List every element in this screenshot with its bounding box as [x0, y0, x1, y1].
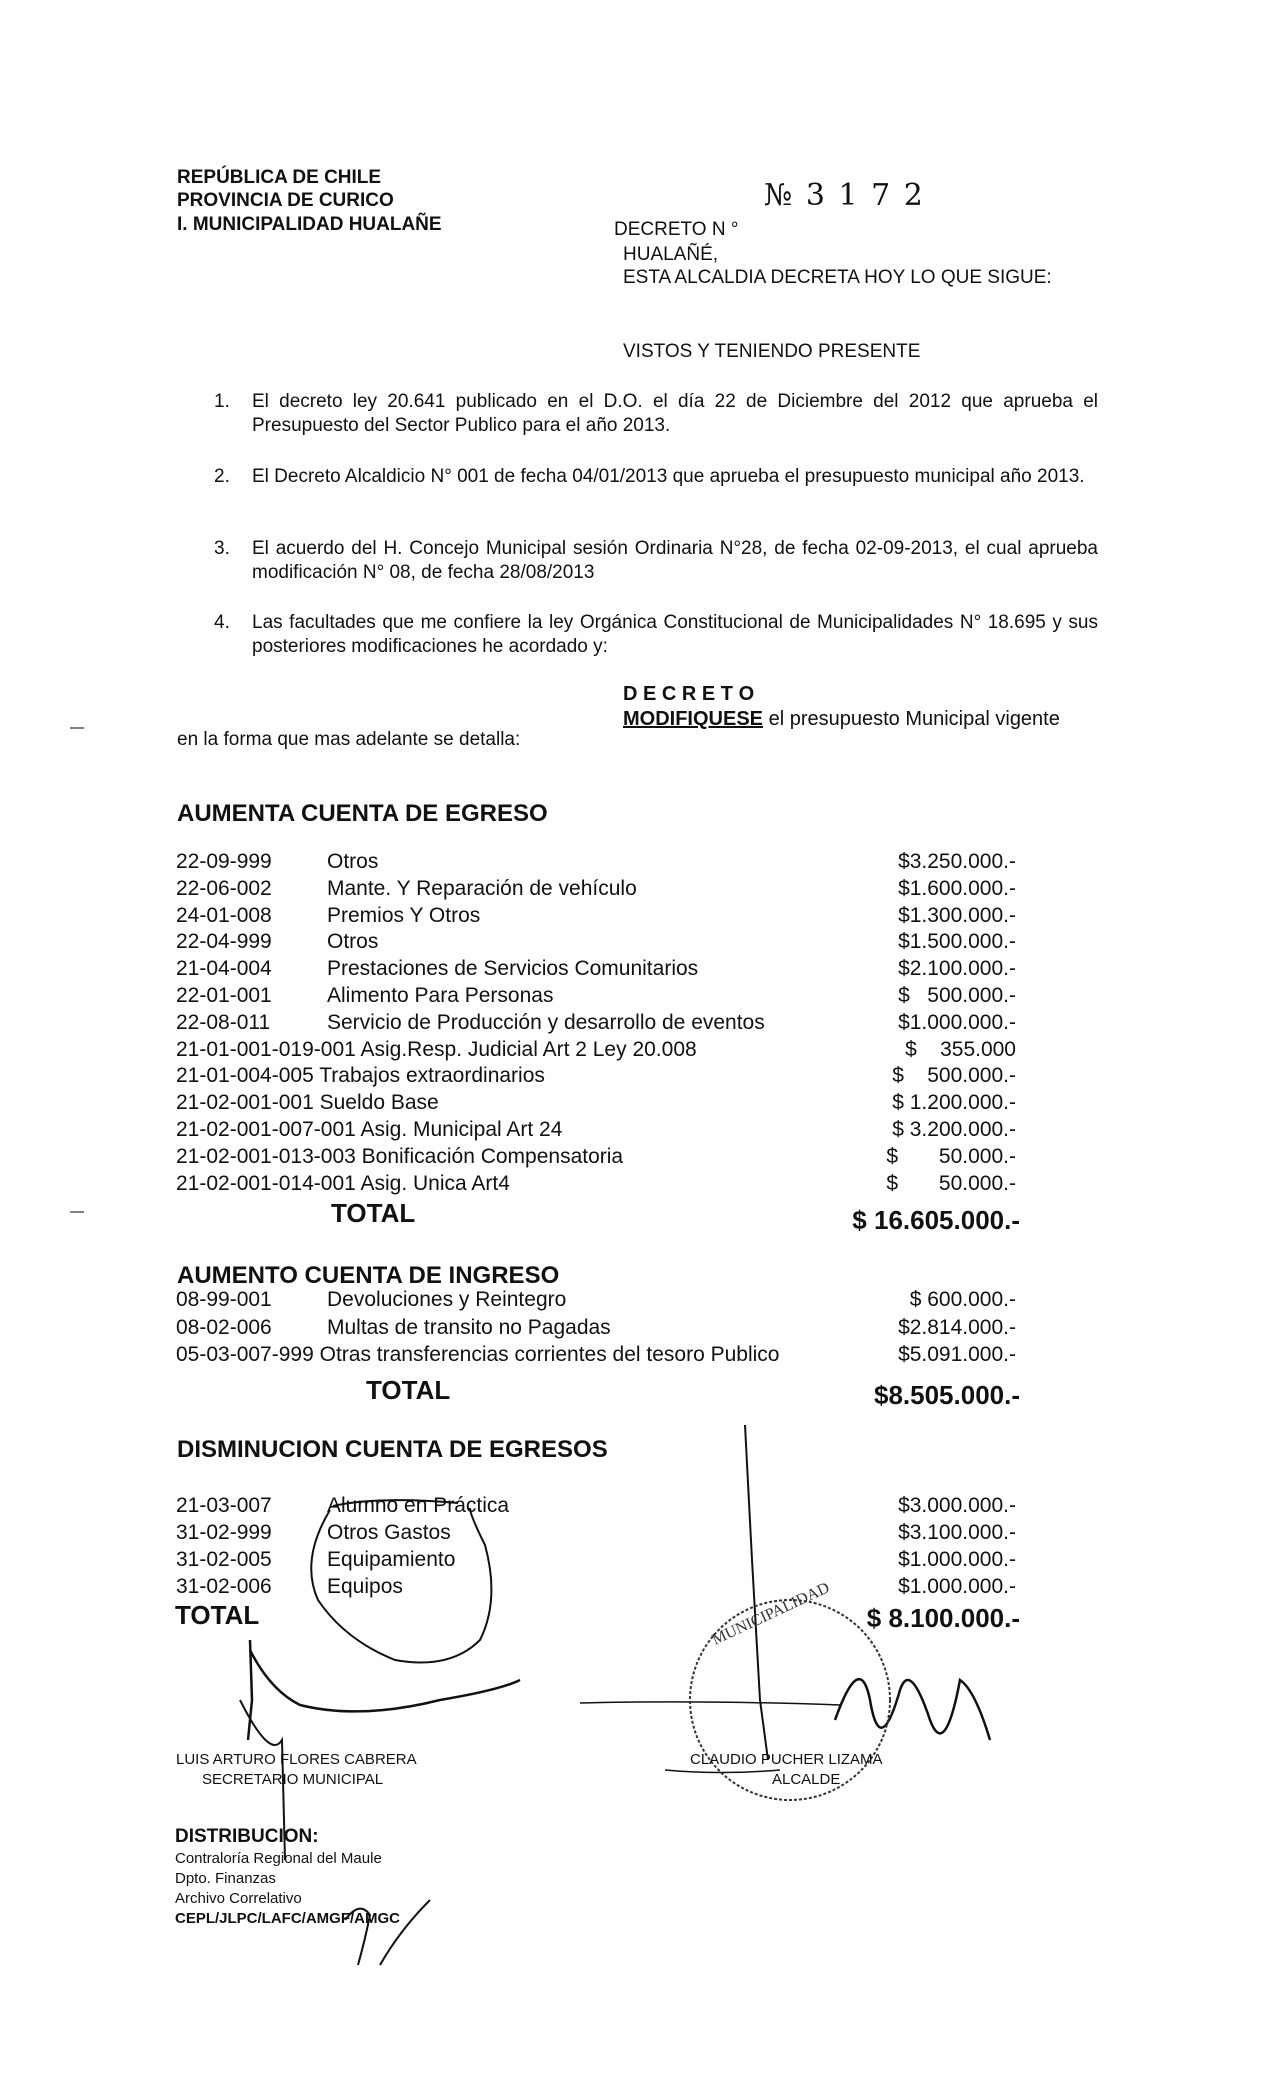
considerando-number: 4.: [214, 612, 230, 633]
account-amount: $3.100.000.-: [898, 1521, 1016, 1544]
account-amount: $ 50.000.-: [886, 1144, 1016, 1168]
decreto-title: D E C R E T O: [623, 683, 755, 705]
total-amount: $ 16.605.000.-: [852, 1205, 1020, 1235]
account-amount: $ 500.000.-: [892, 1064, 1016, 1088]
account-code: 08-02-006: [176, 1315, 272, 1339]
total-label: TOTAL: [366, 1375, 451, 1405]
vertical-line-mark: [745, 1425, 768, 1760]
account-amount: $2.100.000.-: [898, 957, 1016, 981]
header-provincia: PROVINCIA DE CURICO: [177, 190, 394, 211]
account-amount: $1.000.000.-: [898, 1548, 1016, 1571]
forma-detalla-text: en la forma que mas adelante se detalla:: [177, 729, 521, 750]
decree-number-stamp: № 3 1 7 2: [764, 178, 925, 213]
account-code: 31-02-006: [176, 1575, 272, 1598]
account-code: 21-03-007: [176, 1494, 272, 1517]
header-municipalidad: I. MUNICIPALIDAD HUALAÑE: [177, 214, 442, 235]
account-description: Otros: [327, 850, 379, 873]
account-description: Equipos: [327, 1575, 403, 1598]
strikethrough-mark: [333, 1500, 458, 1506]
account-description: Otros: [327, 930, 379, 954]
account-code: 24-01-008: [176, 903, 272, 927]
account-code: 22-01-001: [176, 984, 272, 1007]
considerando-number: 1.: [214, 391, 230, 412]
account-amount: $1.300.000.-: [898, 903, 1016, 927]
account-code: 22-09-999: [176, 850, 272, 873]
account-code: 22-06-002: [176, 876, 272, 900]
account-amount: $1.600.000.-: [898, 876, 1016, 900]
header-republica: REPÚBLICA DE CHILE: [177, 167, 382, 188]
account-amount: $2.814.000.-: [898, 1315, 1016, 1339]
account-amount: $1.500.000.-: [898, 930, 1016, 954]
account-code: 21-04-004: [176, 957, 272, 981]
section-title-disminucion-egresos: DISMINUCION CUENTA DE EGRESOS: [177, 1436, 608, 1463]
total-amount: $8.505.000.-: [873, 1380, 1020, 1410]
account-amount: $ 500.000.-: [898, 984, 1016, 1007]
account-description: Otros Gastos: [327, 1521, 451, 1544]
account-amount: $ 1.200.000.-: [892, 1091, 1016, 1115]
considerando-number: 2.: [214, 466, 230, 487]
account-description: Multas de transito no Pagadas: [327, 1315, 611, 1339]
account-description: Equipamiento: [327, 1548, 456, 1571]
account-description: Servicio de Producción y desarrollo de eventos: [327, 1010, 765, 1034]
account-amount: $ 355.000: [905, 1037, 1016, 1061]
account-description: Premios Y Otros: [327, 903, 481, 927]
account-amount: $ 600.000.-: [909, 1288, 1016, 1311]
total-amount: $ 8.100.000.-: [866, 1603, 1020, 1633]
account-code: 31-02-005: [176, 1548, 272, 1571]
account-code: 22-04-999: [176, 930, 272, 954]
account-description: Devoluciones y Reintegro: [327, 1288, 567, 1311]
considerando-text: El acuerdo del H. Concejo Municipal sesión Ordinaria N°28, de fecha 02-09-2013, el cual aprueba modificación N° 08, de fecha 28/08/2013: [252, 538, 1098, 583]
total-label: TOTAL: [175, 1600, 260, 1630]
alcalde-signature-line: [665, 1770, 780, 1773]
total-label: TOTAL: [331, 1198, 416, 1228]
account-description: Mante. Y Reparación de vehículo: [327, 876, 637, 900]
account-amount: $3.000.000.-: [898, 1494, 1016, 1517]
distribucion-item: Dpto. Finanzas: [175, 1870, 276, 1887]
secretario-cargo: SECRETARIO MUNICIPAL: [202, 1771, 384, 1788]
account-description: 21-02-001-007-001 Asig. Municipal Art 24: [176, 1118, 563, 1141]
account-description: Prestaciones de Servicios Comunitarios: [327, 957, 699, 981]
account-amount: $ 3.200.000.-: [892, 1118, 1016, 1141]
alcaldia-decreta-text: ESTA ALCALDIA DECRETA HOY LO QUE SIGUE:: [623, 267, 1052, 288]
considerando-text: El Decreto Alcaldicio N° 001 de fecha 04/01/2013 que aprueba el presupuesto municipal año 2013.: [252, 466, 1085, 487]
account-amount: $5.091.000.-: [898, 1343, 1016, 1366]
considerando-text: El decreto ley 20.641 publicado en el D.O. el día 22 de Diciembre del 2012 que aprueba el Presupuesto del Sector Publico para el año 2013.: [252, 391, 1098, 436]
bracket-mark: [311, 1508, 491, 1663]
account-description: 21-01-001-019-001 Asig.Resp. Judicial Art 2 Ley 20.008: [176, 1037, 697, 1061]
stamp-text: MUNICIPALIDAD: [709, 1579, 833, 1649]
distribucion-title: DISTRIBUCION:: [175, 1826, 319, 1847]
account-amount: $1.000.000.-: [898, 1010, 1016, 1034]
account-description: 21-02-001-001 Sueldo Base: [176, 1091, 439, 1115]
account-amount: $ 50.000.-: [886, 1171, 1016, 1195]
account-description: 21-01-004-005 Trabajos extraordinarios: [176, 1064, 545, 1088]
considerando-text: Las facultades que me confiere la ley Orgánica Constitucional de Municipalidades N° 18.695 y sus posteriores modificaciones he acordado y:: [252, 612, 1098, 657]
vistos-heading: VISTOS Y TENIENDO PRESENTE: [623, 341, 921, 362]
account-description: 05-03-007-999 Otras transferencias corrientes del tesoro Publico: [176, 1343, 780, 1366]
alcalde-nombre: CLAUDIO PUCHER LIZAMA: [690, 1751, 883, 1768]
account-amount: $1.000.000.-: [898, 1575, 1016, 1598]
distribucion-item: Contraloría Regional del Maule: [175, 1850, 382, 1867]
account-code: 22-08-011: [176, 1010, 271, 1034]
place-label: HUALAÑÉ,: [623, 244, 719, 265]
account-description: Alumno en Práctica: [327, 1494, 510, 1517]
modifiquese-rest: el presupuesto Municipal vigente: [763, 708, 1060, 730]
alcalde-cargo: ALCALDE: [772, 1771, 841, 1788]
account-description: 21-02-001-013-003 Bonificación Compensatoria: [176, 1144, 624, 1168]
considerando-number: 3.: [214, 538, 230, 559]
section-title-aumento-ingreso: AUMENTO CUENTA DE INGRESO: [177, 1262, 560, 1289]
modifiquese-word: MODIFIQUESE: [623, 708, 764, 730]
account-amount: $3.250.000.-: [898, 850, 1016, 873]
account-description: Alimento Para Personas: [327, 984, 554, 1007]
account-description: 21-02-001-014-001 Asig. Unica Art4: [176, 1171, 510, 1195]
alcalde-signature: [835, 1679, 990, 1740]
decreto-number-label: DECRETO N °: [614, 219, 739, 240]
account-code: 31-02-999: [176, 1521, 272, 1544]
secretario-nombre: LUIS ARTURO FLORES CABRERA: [176, 1751, 417, 1768]
signature-line: [580, 1702, 840, 1705]
distribucion-iniciales: CEPL/JLPC/LAFC/AMGF/AMGC: [175, 1910, 400, 1927]
distribucion-item: Archivo Correlativo: [175, 1890, 302, 1907]
account-code: 08-99-001: [176, 1288, 272, 1311]
section-title-aumenta-egreso: AUMENTA CUENTA DE EGRESO: [177, 800, 548, 827]
